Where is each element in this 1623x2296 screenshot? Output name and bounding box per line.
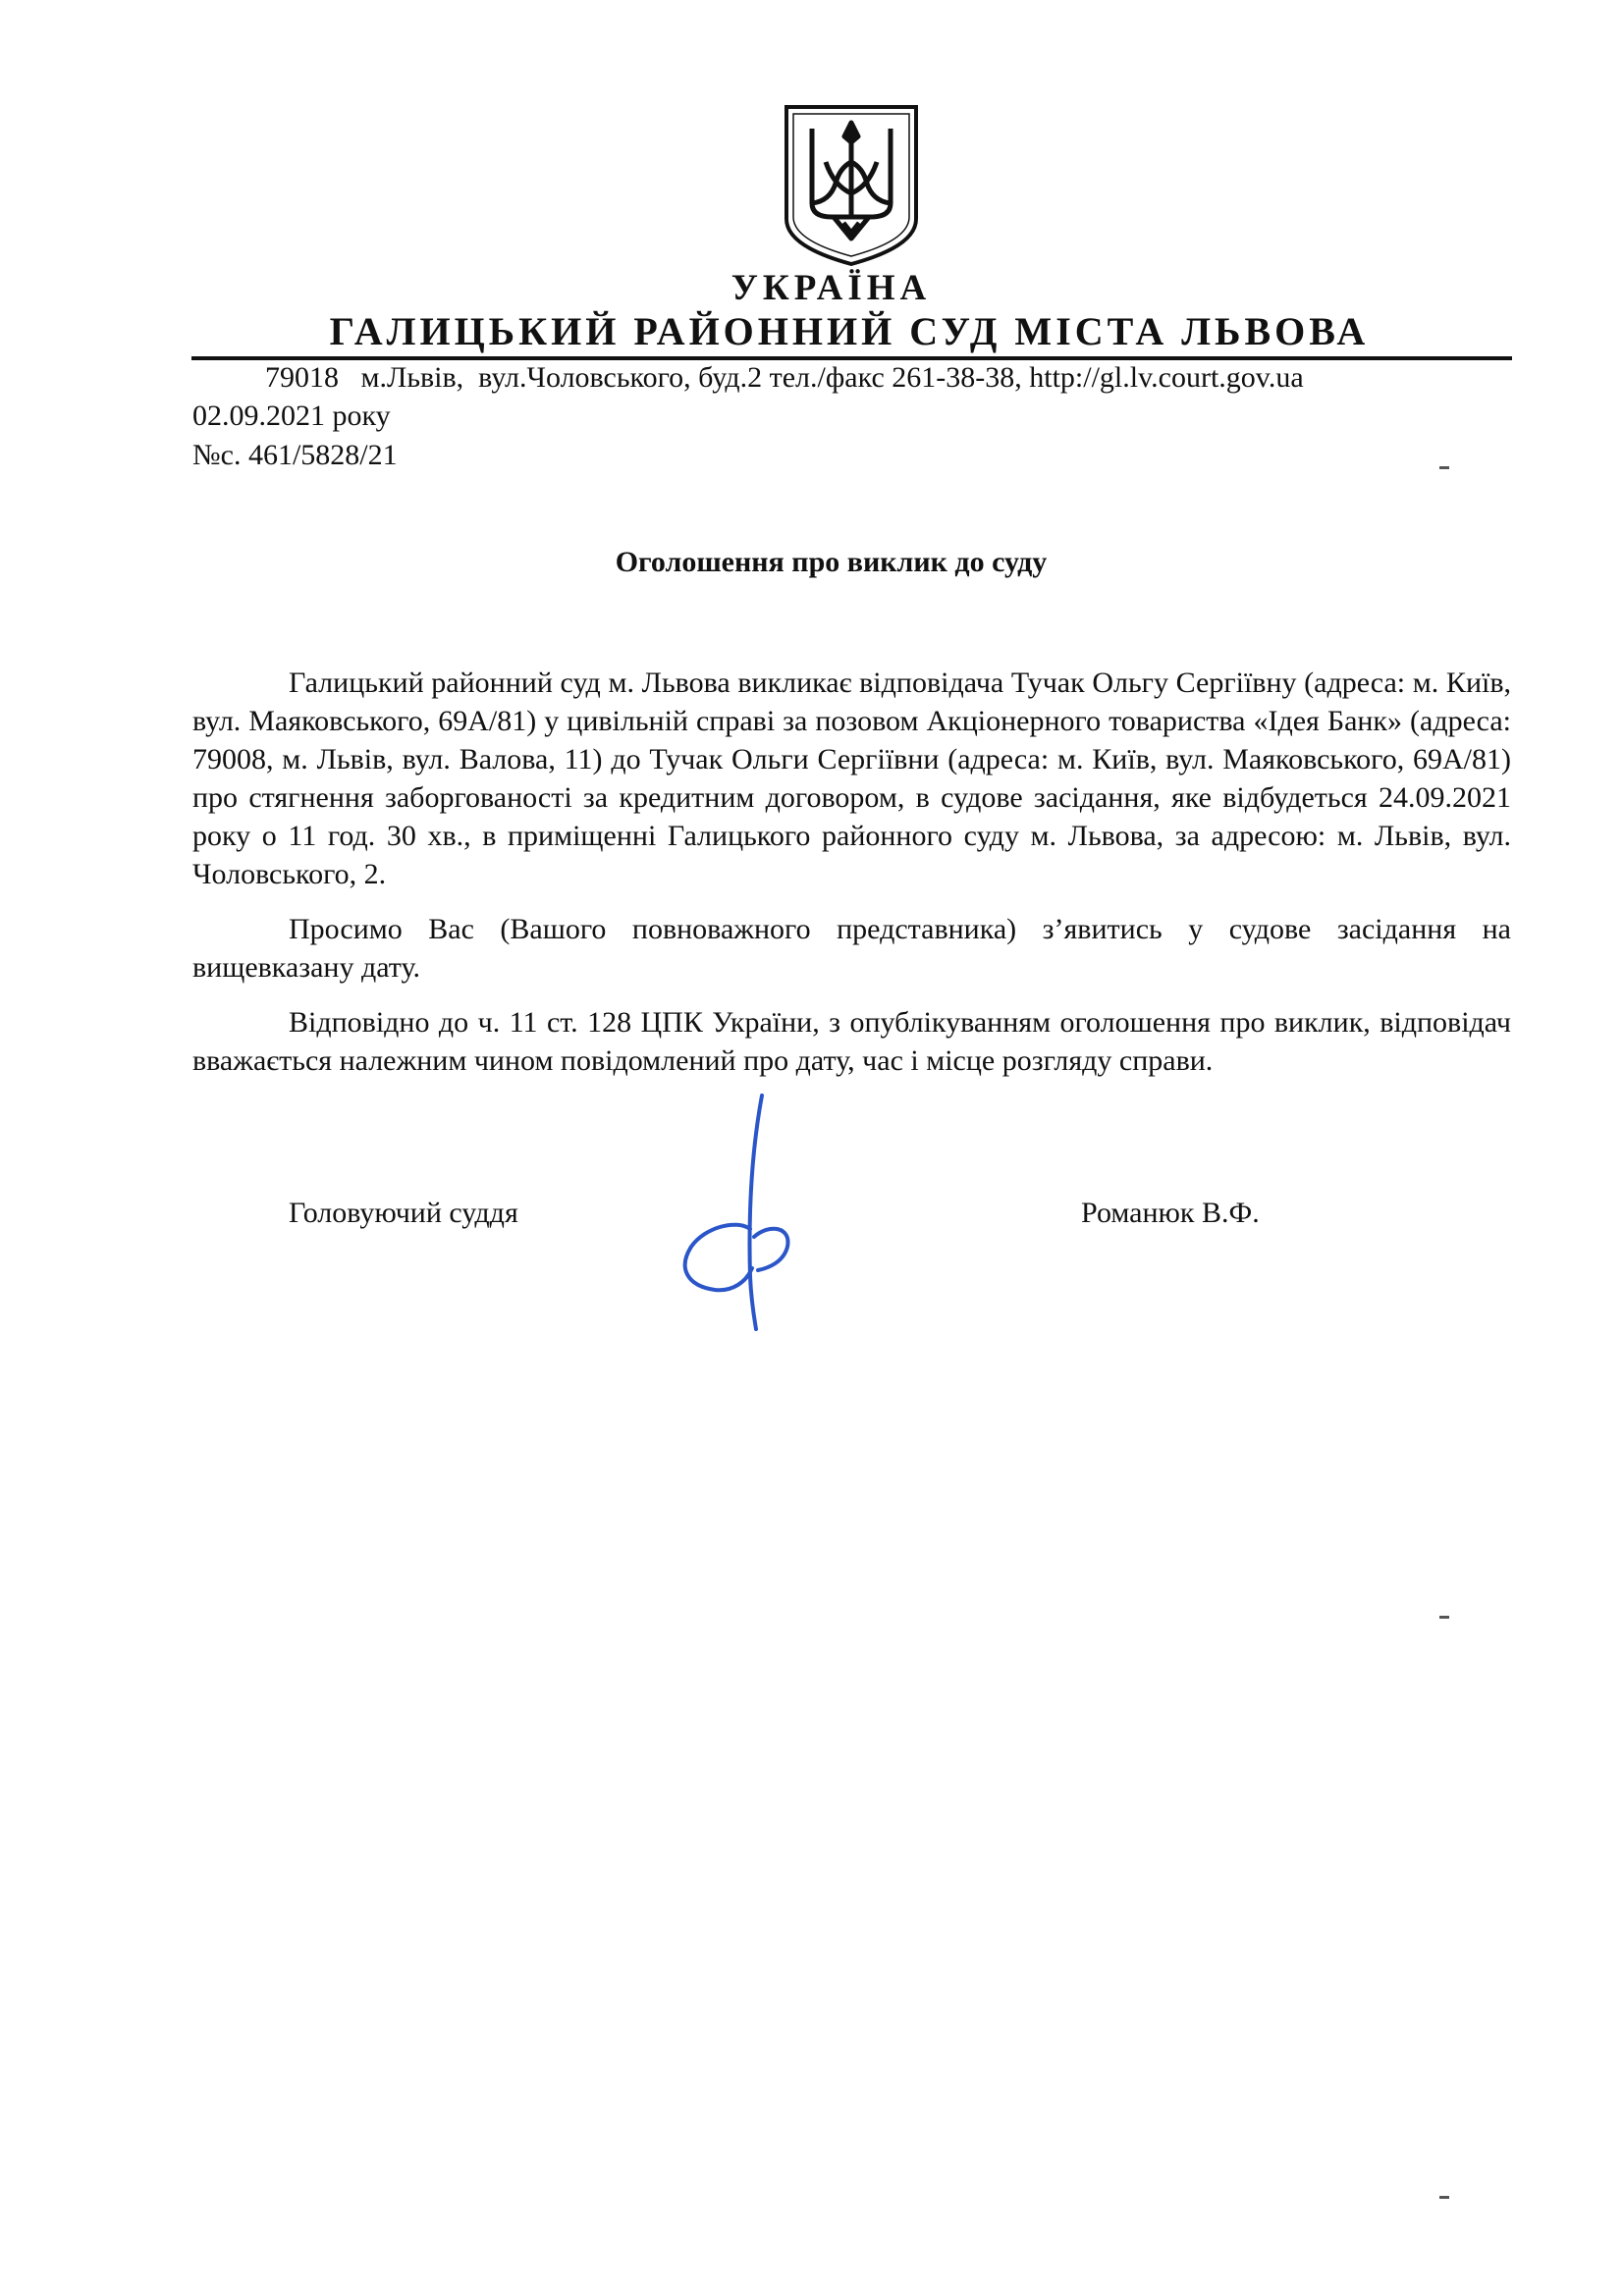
header-divider [191,356,1512,360]
body-paragraph: Просимо Вас (Вашого повноважного представника) з’явитись у судове засідання на вищевказану дату. [192,913,1511,984]
handwritten-signature-icon [668,1090,805,1335]
case-number: №с. 461/5828/21 [192,439,398,471]
signer-role: Головуючий суддя [289,1197,518,1229]
signer-name: Романюк В.Ф. [1081,1197,1260,1229]
scan-artifact [1439,2196,1449,2199]
document-date: 02.09.2021 року [192,400,391,432]
scan-artifact [1439,466,1449,469]
scan-artifact [1439,1616,1449,1619]
body-paragraph: Відповідно до ч. 11 ст. 128 ЦПК України, з опублікуванням оголошення про виклик, відповідач вважається належним чином повідомлений про дату, час і місце розгляду справи. [192,1006,1511,1077]
trident-coat-of-arms-icon [783,103,920,268]
court-name-heading: ГАЛИЦЬКИЙ РАЙОННИЙ СУД МІСТА ЛЬВОВА [329,309,1370,353]
body-paragraph: Галицький районний суд м. Львова викликає відповідача Тучак Ольгу Сергіївну (адреса: м. Київ, вул. Маяковського, 69А/81) у цивільній справі за позовом Акціонерного товариства «Ідея Банк» (адреса: 79008, м. Львів, вул. Валова, 11) до Тучак Ольги Сергіївни (адреса: м. Київ, вул. Маяковського, 69А/81) про стягнення заборгованості за кредитним договором, в судове засідання, яке відбудеться 24.09.2021 року о 11 год. 30 хв., в приміщенні Галицького районного суду м. Львова, за адресою: м. Львів, вул. Чоловського, 2. [192,667,1511,890]
document-body [192,664,1511,1096]
country-heading: УКРАЇНА [730,268,932,308]
document-title: Оголошення про виклик до суду [615,546,1048,578]
court-address: 79018 м.Львів, вул.Чоловського, буд.2 тел./факс 261-38-38, http://gl.lv.court.gov.ua [265,361,1304,394]
